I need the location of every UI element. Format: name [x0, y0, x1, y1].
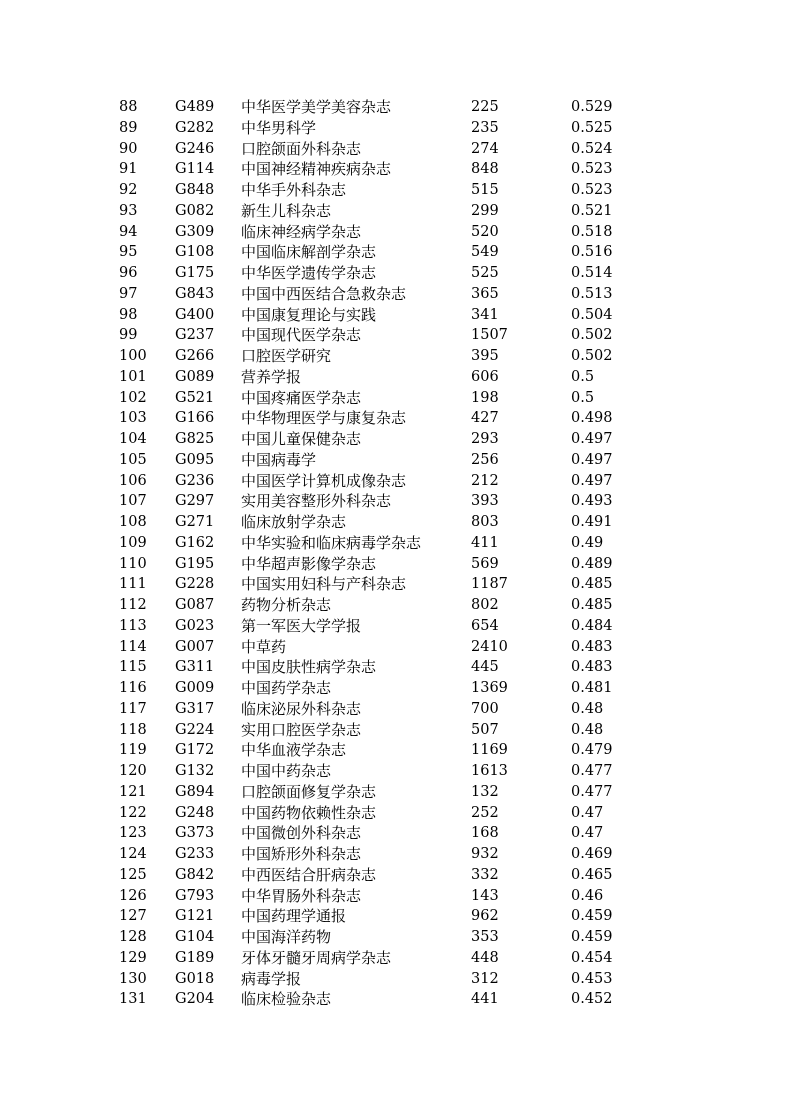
- journal-code-cell: G172: [175, 742, 215, 759]
- journal-name-cell: 中国中西医结合急救杂志: [241, 284, 407, 303]
- citation-count-cell: 312: [471, 970, 499, 987]
- journal-code-cell: G237: [175, 327, 215, 344]
- journal-name-cell: 药物分析杂志: [241, 596, 332, 614]
- journal-code-cell: G089: [175, 368, 215, 385]
- journal-name-cell: 第一军医大学学报: [241, 616, 362, 635]
- score-cell: 0.469: [571, 846, 613, 862]
- score-cell: 0.49: [571, 534, 604, 551]
- score-cell: 0.516: [571, 244, 613, 261]
- citation-count-cell: 212: [471, 472, 499, 489]
- table-row: [0, 325, 792, 346]
- journal-name-cell: 临床神经病学杂志: [241, 222, 362, 241]
- rank-cell: 123: [119, 825, 147, 842]
- score-cell: 0.484: [571, 617, 613, 634]
- citation-count-cell: 168: [471, 825, 499, 842]
- journal-name-cell: 中西医结合肝病杂志: [241, 865, 377, 884]
- table-row: [0, 865, 792, 886]
- citation-count-cell: 1187: [471, 576, 508, 593]
- journal-name-cell: 中草药: [241, 637, 287, 656]
- journal-code-cell: G309: [175, 223, 215, 240]
- table-row: [0, 927, 792, 948]
- journal-name-cell: 中国药学杂志: [241, 679, 332, 697]
- table-row: [0, 367, 792, 388]
- citation-count-cell: 411: [471, 534, 499, 551]
- journal-name-cell: 中华医学美学美容杂志: [241, 98, 392, 116]
- journal-code-cell: G162: [175, 534, 215, 551]
- table-row: [0, 491, 792, 512]
- rank-cell: 108: [119, 514, 147, 530]
- rank-cell: 103: [119, 410, 147, 427]
- score-cell: 0.465: [571, 866, 613, 883]
- journal-name-cell: 中华胃肠外科杂志: [241, 886, 362, 905]
- rank-cell: 101: [119, 368, 147, 385]
- journal-name-cell: 中国医学计算机成像杂志: [241, 471, 407, 490]
- citation-count-cell: 1169: [471, 742, 508, 759]
- journal-name-cell: 实用美容整形外科杂志: [241, 492, 392, 511]
- journal-name-cell: 中国临床解剖学杂志: [241, 243, 377, 262]
- score-cell: 0.524: [571, 140, 613, 157]
- journal-code-cell: G189: [175, 949, 215, 966]
- citation-count-cell: 1507: [471, 327, 508, 344]
- journal-name-cell: 中华超声影像学杂志: [241, 554, 377, 573]
- table-row: [0, 305, 792, 326]
- journal-code-cell: G400: [175, 306, 215, 323]
- table-row: [0, 740, 792, 761]
- journal-name-cell: 临床放射学杂志: [241, 513, 347, 531]
- table-row: [0, 595, 792, 616]
- citation-count-cell: 341: [471, 306, 499, 323]
- citation-count-cell: 143: [471, 887, 499, 904]
- table-row: [0, 657, 792, 678]
- journal-code-cell: G082: [175, 202, 215, 219]
- table-row: [0, 263, 792, 284]
- journal-code-cell: G023: [175, 617, 215, 634]
- journal-code-cell: G793: [175, 887, 215, 904]
- citation-count-cell: 2410: [471, 638, 508, 655]
- rank-cell: 131: [119, 991, 147, 1008]
- journal-code-cell: G175: [175, 265, 215, 281]
- table-row: [0, 637, 792, 658]
- rank-cell: 93: [119, 202, 138, 219]
- rank-cell: 109: [119, 534, 147, 551]
- table-row: [0, 139, 792, 160]
- table-row: [0, 408, 792, 429]
- citation-count-cell: 235: [471, 119, 499, 136]
- citation-count-cell: 962: [471, 908, 499, 925]
- score-cell: 0.497: [571, 472, 613, 489]
- journal-code-cell: G195: [175, 555, 215, 572]
- rank-cell: 111: [119, 576, 147, 593]
- rank-cell: 97: [119, 285, 138, 302]
- table-row: [0, 97, 792, 118]
- rank-cell: 120: [119, 763, 147, 779]
- score-cell: 0.48: [571, 721, 604, 738]
- citation-count-cell: 507: [471, 721, 499, 738]
- rank-cell: 119: [119, 742, 147, 759]
- citation-count-cell: 274: [471, 140, 499, 157]
- journal-name-cell: 实用口腔医学杂志: [241, 720, 362, 739]
- table-row: [0, 720, 792, 741]
- journal-code-cell: G843: [175, 285, 215, 302]
- table-row: [0, 574, 792, 595]
- score-cell: 0.5: [571, 368, 595, 385]
- journal-name-cell: 病毒学报: [241, 969, 302, 988]
- rank-cell: 125: [119, 866, 147, 883]
- table-row: [0, 906, 792, 927]
- score-cell: 0.523: [571, 182, 613, 198]
- journal-code-cell: G373: [175, 825, 215, 842]
- score-cell: 0.454: [571, 949, 613, 966]
- score-cell: 0.483: [571, 659, 613, 676]
- score-cell: 0.459: [571, 908, 613, 925]
- table-row: [0, 969, 792, 990]
- citation-count-cell: 848: [471, 161, 499, 178]
- journal-name-cell: 中国中药杂志: [241, 762, 332, 780]
- table-row: [0, 844, 792, 865]
- score-cell: 0.459: [571, 929, 613, 945]
- journal-name-cell: 中国实用妇科与产科杂志: [241, 575, 407, 594]
- table-row: [0, 118, 792, 139]
- table-row: [0, 699, 792, 720]
- rank-cell: 122: [119, 804, 147, 821]
- rank-cell: 98: [119, 306, 138, 323]
- rank-cell: 90: [119, 140, 138, 157]
- score-cell: 0.481: [571, 680, 613, 696]
- score-cell: 0.485: [571, 576, 613, 593]
- journal-code-cell: G489: [175, 99, 215, 115]
- journal-code-cell: G236: [175, 472, 215, 489]
- journal-ranking-table: [0, 97, 792, 1010]
- journal-name-cell: 中国药理学通报: [241, 907, 347, 926]
- table-row: [0, 284, 792, 305]
- table-row: [0, 159, 792, 180]
- score-cell: 0.523: [571, 161, 613, 178]
- journal-code-cell: G848: [175, 182, 215, 198]
- rank-cell: 96: [119, 265, 138, 281]
- score-cell: 0.477: [571, 783, 613, 800]
- table-row: [0, 886, 792, 907]
- journal-name-cell: 营养学报: [241, 367, 302, 386]
- rank-cell: 105: [119, 451, 147, 468]
- journal-name-cell: 中华血液学杂志: [241, 741, 347, 760]
- journal-code-cell: G166: [175, 410, 215, 427]
- rank-cell: 129: [119, 949, 147, 966]
- rank-cell: 112: [119, 597, 147, 613]
- journal-code-cell: G521: [175, 389, 215, 406]
- rank-cell: 117: [119, 700, 147, 717]
- journal-code-cell: G246: [175, 140, 215, 157]
- table-row: [0, 222, 792, 243]
- rank-cell: 113: [119, 617, 147, 634]
- journal-name-cell: 口腔医学研究: [241, 347, 332, 365]
- citation-count-cell: 445: [471, 659, 499, 676]
- citation-count-cell: 803: [471, 514, 499, 530]
- citation-count-cell: 515: [471, 182, 499, 198]
- journal-code-cell: G311: [175, 659, 215, 676]
- score-cell: 0.47: [571, 825, 604, 842]
- journal-code-cell: G228: [175, 576, 215, 593]
- journal-code-cell: G104: [175, 929, 215, 945]
- table-row: [0, 554, 792, 575]
- rank-cell: 126: [119, 887, 147, 904]
- citation-count-cell: 802: [471, 597, 499, 613]
- score-cell: 0.5: [571, 389, 595, 406]
- citation-count-cell: 395: [471, 348, 499, 364]
- score-cell: 0.497: [571, 431, 613, 447]
- journal-name-cell: 中华男科学: [241, 118, 317, 137]
- table-row: [0, 803, 792, 824]
- citation-count-cell: 427: [471, 410, 499, 427]
- journal-code-cell: G224: [175, 721, 215, 738]
- citation-count-cell: 606: [471, 368, 499, 385]
- journal-code-cell: G114: [175, 161, 215, 178]
- rank-cell: 106: [119, 472, 147, 489]
- table-row: [0, 823, 792, 844]
- table-row: [0, 242, 792, 263]
- journal-name-cell: 临床检验杂志: [241, 990, 332, 1009]
- citation-count-cell: 252: [471, 804, 499, 821]
- journal-code-cell: G271: [175, 514, 215, 530]
- citation-count-cell: 293: [471, 431, 499, 447]
- table-row: [0, 989, 792, 1010]
- score-cell: 0.452: [571, 991, 613, 1008]
- journal-code-cell: G095: [175, 451, 215, 468]
- journal-name-cell: 中国海洋药物: [241, 928, 332, 946]
- journal-name-cell: 临床泌尿外科杂志: [241, 699, 362, 718]
- score-cell: 0.504: [571, 306, 613, 323]
- journal-code-cell: G204: [175, 991, 215, 1008]
- score-cell: 0.502: [571, 327, 613, 344]
- table-row: [0, 533, 792, 554]
- rank-cell: 128: [119, 929, 147, 945]
- rank-cell: 130: [119, 970, 147, 987]
- rank-cell: 110: [119, 555, 147, 572]
- citation-count-cell: 569: [471, 555, 499, 572]
- journal-code-cell: G894: [175, 783, 215, 800]
- table-row: [0, 948, 792, 969]
- rank-cell: 118: [119, 721, 147, 738]
- journal-code-cell: G233: [175, 846, 215, 862]
- citation-count-cell: 441: [471, 991, 499, 1008]
- journal-name-cell: 中华手外科杂志: [241, 181, 347, 199]
- score-cell: 0.48: [571, 700, 604, 717]
- journal-code-cell: G108: [175, 244, 215, 261]
- citation-count-cell: 393: [471, 493, 499, 510]
- score-cell: 0.513: [571, 285, 613, 302]
- journal-code-cell: G297: [175, 493, 215, 510]
- journal-name-cell: 中国神经精神疾病杂志: [241, 160, 392, 179]
- table-row: [0, 512, 792, 533]
- table-row: [0, 678, 792, 699]
- score-cell: 0.477: [571, 763, 613, 779]
- journal-name-cell: 中国儿童保健杂志: [241, 430, 362, 448]
- score-cell: 0.453: [571, 970, 613, 987]
- citation-count-cell: 549: [471, 244, 499, 261]
- journal-code-cell: G007: [175, 638, 215, 655]
- table-row: [0, 429, 792, 450]
- journal-code-cell: G317: [175, 700, 215, 717]
- rank-cell: 91: [119, 161, 138, 178]
- journal-code-cell: G009: [175, 680, 215, 696]
- table-row: [0, 782, 792, 803]
- rank-cell: 104: [119, 431, 147, 447]
- table-row: [0, 616, 792, 637]
- rank-cell: 127: [119, 908, 147, 925]
- score-cell: 0.518: [571, 223, 613, 240]
- table-row: [0, 388, 792, 409]
- score-cell: 0.47: [571, 804, 604, 821]
- journal-name-cell: 中华医学遗传学杂志: [241, 264, 377, 282]
- citation-count-cell: 256: [471, 451, 499, 468]
- rank-cell: 107: [119, 493, 147, 510]
- journal-code-cell: G266: [175, 348, 215, 364]
- score-cell: 0.493: [571, 493, 613, 510]
- table-row: [0, 346, 792, 367]
- citation-count-cell: 520: [471, 223, 499, 240]
- table-row: [0, 180, 792, 201]
- journal-code-cell: G282: [175, 119, 215, 136]
- rank-cell: 100: [119, 348, 147, 364]
- citation-count-cell: 1369: [471, 680, 508, 696]
- rank-cell: 94: [119, 223, 138, 240]
- citation-count-cell: 700: [471, 700, 499, 717]
- table-row: [0, 450, 792, 471]
- citation-count-cell: 365: [471, 285, 499, 302]
- citation-count-cell: 1613: [471, 763, 508, 779]
- journal-code-cell: G121: [175, 908, 215, 925]
- score-cell: 0.46: [571, 887, 604, 904]
- score-cell: 0.514: [571, 265, 613, 281]
- journal-name-cell: 中国皮肤性病学杂志: [241, 658, 377, 677]
- rank-cell: 95: [119, 244, 138, 261]
- score-cell: 0.529: [571, 99, 613, 115]
- citation-count-cell: 654: [471, 617, 499, 634]
- score-cell: 0.479: [571, 742, 613, 759]
- journal-code-cell: G842: [175, 866, 215, 883]
- citation-count-cell: 525: [471, 265, 499, 281]
- table-row: [0, 201, 792, 222]
- citation-count-cell: 299: [471, 202, 499, 219]
- rank-cell: 88: [119, 99, 138, 115]
- journal-name-cell: 中国现代医学杂志: [241, 326, 362, 345]
- journal-code-cell: G018: [175, 970, 215, 987]
- journal-name-cell: 新生儿科杂志: [241, 201, 332, 220]
- journal-name-cell: 中国康复理论与实践: [241, 305, 377, 324]
- rank-cell: 89: [119, 119, 138, 136]
- citation-count-cell: 132: [471, 783, 499, 800]
- score-cell: 0.525: [571, 119, 613, 136]
- rank-cell: 114: [119, 638, 147, 655]
- rank-cell: 124: [119, 846, 147, 862]
- table-row: [0, 761, 792, 782]
- journal-name-cell: 口腔颌面修复学杂志: [241, 782, 377, 801]
- citation-count-cell: 448: [471, 949, 499, 966]
- journal-name-cell: 中国疼痛医学杂志: [241, 388, 362, 407]
- rank-cell: 99: [119, 327, 138, 344]
- score-cell: 0.485: [571, 597, 613, 613]
- rank-cell: 92: [119, 182, 138, 198]
- citation-count-cell: 932: [471, 846, 499, 862]
- rank-cell: 116: [119, 680, 147, 696]
- rank-cell: 102: [119, 389, 147, 406]
- journal-name-cell: 口腔颌面外科杂志: [241, 139, 362, 158]
- citation-count-cell: 225: [471, 99, 499, 115]
- journal-name-cell: 中国微创外科杂志: [241, 824, 362, 843]
- table-row: [0, 471, 792, 492]
- score-cell: 0.489: [571, 555, 613, 572]
- journal-code-cell: G087: [175, 597, 215, 613]
- journal-code-cell: G248: [175, 804, 215, 821]
- journal-name-cell: 中华物理医学与康复杂志: [241, 409, 407, 428]
- score-cell: 0.498: [571, 410, 613, 427]
- journal-name-cell: 中国矫形外科杂志: [241, 845, 362, 863]
- journal-code-cell: G825: [175, 431, 215, 447]
- journal-name-cell: 牙体牙髓牙周病学杂志: [241, 948, 392, 967]
- journal-name-cell: 中国药物依赖性杂志: [241, 803, 377, 822]
- score-cell: 0.521: [571, 202, 613, 219]
- score-cell: 0.491: [571, 514, 613, 530]
- score-cell: 0.502: [571, 348, 613, 364]
- score-cell: 0.483: [571, 638, 613, 655]
- citation-count-cell: 198: [471, 389, 499, 406]
- journal-code-cell: G132: [175, 763, 215, 779]
- journal-name-cell: 中国病毒学: [241, 450, 317, 469]
- citation-count-cell: 332: [471, 866, 499, 883]
- journal-name-cell: 中华实验和临床病毒学杂志: [241, 533, 422, 552]
- rank-cell: 115: [119, 659, 147, 676]
- score-cell: 0.497: [571, 451, 613, 468]
- citation-count-cell: 353: [471, 929, 499, 945]
- rank-cell: 121: [119, 783, 147, 800]
